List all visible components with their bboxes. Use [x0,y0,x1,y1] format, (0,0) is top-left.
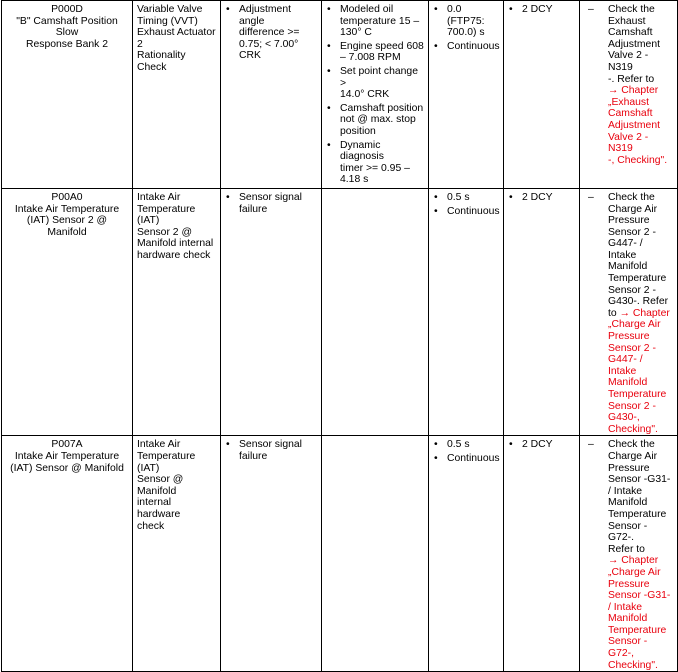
fault-name: "B" Camshaft Position Slow Response Bank 2 [16,15,118,50]
repair-text: Check the Charge Air Pressure Sensor -G31- / Intake Manifold Temperature Sensor -G72-. Refer to [608,439,671,555]
repair-cell [580,1,678,189]
malfunction-criteria-cell [221,1,322,189]
enable-conditions-cell [322,188,429,435]
list-item [584,4,673,166]
list-item: • 0.5 s [433,192,499,204]
list-item: • Continuous [433,206,499,218]
monitor-strategy-cell: Intake Air Temperature (IAT) Sensor 2 @ Manifold internal hardware check [133,188,221,435]
list-item: • Continuous [433,453,499,465]
repair-text: Check the Charge Air Pressure Sensor 2 - G447- / Intake Manifold Temperature Sensor 2 - G430-. Refer to [608,191,669,319]
diagnostic-table [1,0,678,672]
enable-conditions-cell [322,1,429,189]
repair-cell [580,188,678,435]
repair-text: Check the Exhaust Camshaft Adjustment Valve 2 -N319 -. Refer to [608,4,660,85]
mil-illumination-cell [504,436,580,672]
chapter-link[interactable]: → Chapter „Exhaust Camshaft Adjustment Valve 2 -N319 -, Checking". [608,85,668,166]
list-item: • Adjustment angle difference >= 0.75; < 7.00° CRK [225,4,317,62]
table-row [2,436,678,672]
list-item: • Modeled oil temperature 15 – 130° C [326,4,424,39]
fault-name: Intake Air Temperature (IAT) Sensor @ Manifold [10,450,124,474]
fault-code-cell [2,436,133,672]
list-item: • 2 DCY [508,439,575,451]
malfunction-criteria-cell [221,436,322,672]
repair-cell [580,436,678,672]
enable-conditions-cell [322,436,429,672]
list-item: • Set point change > 14.0° CRK [326,66,424,101]
list-item: • Sensor signal failure [225,192,317,215]
list-item: • Dynamic diagnosis timer >= 0.95 – 4.18 s [326,140,424,186]
list-item: • 2 DCY [508,192,575,204]
list-item: • 2 DCY [508,4,575,16]
list-item: • Sensor signal failure [225,439,317,462]
chapter-link[interactable]: → Chapter „Charge Air Pressure Sensor 2 - G447- / Intake Manifold Temperature Sensor 2 - G430-, Checking". [608,307,670,435]
malfunction-criteria-cell [221,188,322,435]
list-item [584,192,673,435]
table-row [2,1,678,189]
monitor-strategy-cell: Intake Air Temperature (IAT) Sensor @ Manifold internal hardware check [133,436,221,672]
time-required-cell [429,436,504,672]
list-item [584,439,673,671]
time-required-cell [429,188,504,435]
list-item: • 0.5 s [433,439,499,451]
mil-illumination-cell [504,188,580,435]
time-required-cell [429,1,504,189]
fault-name: Intake Air Temperature (IAT) Sensor 2 @ Manifold [14,203,120,238]
list-item: • Continuous [433,41,499,53]
table-row [2,188,678,435]
fault-code-cell [2,188,133,435]
fault-code: P007A [51,439,83,451]
list-item: • Engine speed 608 – 7.008 RPM [326,41,424,64]
chapter-link[interactable]: → Chapter „Charge Air Pressure Sensor -G31- / Intake Manifold Temperature Sensor -G72-, Checking". [608,555,671,671]
fault-code: P00A0 [51,191,83,203]
list-item: • 0.0 (FTP75: 700.0) s [433,4,499,39]
fault-code-cell [2,1,133,189]
monitor-strategy-cell: Variable Valve Timing (VVT) Exhaust Actuator 2 Rationality Check [133,1,221,189]
fault-code: P000D [51,4,83,15]
mil-illumination-cell [504,1,580,189]
list-item: • Camshaft position not @ max. stop position [326,103,424,138]
